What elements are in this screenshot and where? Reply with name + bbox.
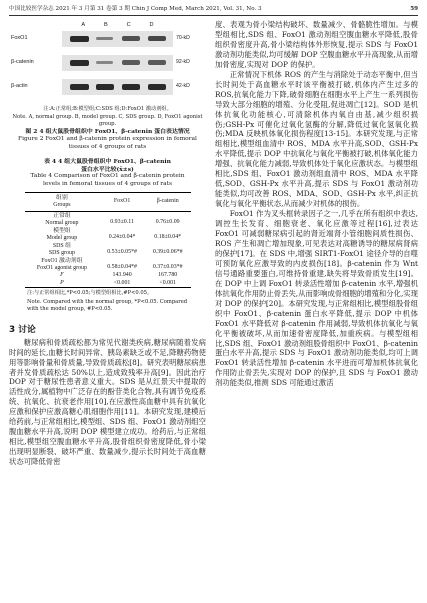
discussion-paragraph: 糖尿病和骨质疏松都为常见代谢类疾病,糖尿病随着发病时间的延长,血糖长时间异常、胰岛素缺乏或不足,降糖药物使用等影响骨量和骨质量,导致骨质疏松[8]。研究表明糖尿病患者并发骨质疏松达 50%以上,造成致残率升高[9]。因此治疗 DOP 对于糖尿性患者意义重大。SDS 是从红景天中提取的活性成分,属植物中广泛存在的酚苷类化合物,具有调节免疫系统、抗氧化、抗衰老作用[10],在应激性高血糖中具有抗氧化应激和保护应激高糖心肌细胞作用[11]。本研究发现,建模后给药前,与正常组相比,模型组、SDS 组、FoxO1 激动剂组空腹血糖水平升高,说明 DOP 模型建立成功。给药后,与正常组相比,模型组空腹血糖水平升高,股骨组织骨密度降低,骨小梁出现明显断裂、破坏严重、数量减少,提示长时间处于高血糖状态可降低骨密 [9, 337, 206, 467]
table-note-cn: 注:与正常组相比,*P<0.05;与模型组相比,#P<0.05。 [27, 289, 153, 296]
table-caption-en-1: Table 4 Comparison of FoxO1 and β-catenin protein [30, 173, 185, 180]
kd-marker: 70-kD [176, 35, 190, 41]
page-number: 59 [410, 6, 418, 12]
table-note-en: Note. Compared with the normal group, *P<0.05. Compared with the model group, #P<0.05. [27, 298, 188, 312]
blot-band [96, 37, 113, 40]
table-row [25, 227, 191, 242]
journal-citation: 中国比较医学杂志 2021 年 3 月第 31 卷第 3 期 Chin J Comp Med, March 2021, Vol. 31, No. 3 [9, 6, 262, 12]
foxo1-blot-strip [62, 31, 173, 47]
header-groups-cn: 组别 [56, 194, 68, 201]
cell-beta-catenin: 0.39±0.06*# [152, 249, 183, 256]
group-cn: FoxO1 激动剂组 [41, 258, 83, 265]
group-en: Model group [46, 235, 78, 242]
cell-foxo1: 0.24±0.04* [108, 234, 136, 241]
row-label-foxo1: FoxO1 [11, 35, 28, 41]
p-label: P [25, 280, 100, 288]
f-foxo1: 143.940 [112, 272, 132, 279]
group-cn: 正常组 [53, 212, 71, 219]
blot-band [96, 61, 113, 64]
lane-labels [72, 22, 163, 28]
table-header-beta-catenin: β-catenin [145, 192, 191, 211]
blot-band [70, 60, 89, 66]
blot-band [148, 36, 166, 41]
table-caption-cn-2: 蛋白水平比较(x̄±s) [81, 165, 134, 173]
group-cn: SDS 组 [52, 243, 71, 250]
cell-beta-catenin: 0.37±0.03*# [152, 264, 183, 271]
blot-band [70, 36, 89, 42]
kd-marker: 42-kD [176, 83, 190, 89]
running-header [9, 5, 418, 13]
group-en: Normal group [45, 219, 79, 226]
cell-foxo1: 0.58±0.04*# [107, 264, 137, 271]
figure-note-cn: 注:A:正常组;B:模型组;C:SDS 组;D:FoxO1 激动剂组。 [43, 106, 172, 112]
table-row [25, 211, 191, 227]
table-caption-en-2: levels in femoral tissues of 4 groups of rats [43, 180, 172, 187]
cell-beta-catenin: 0.76±0.09 [155, 218, 180, 225]
cell-foxo1: 0.93±0.11 [110, 218, 134, 225]
table-caption-cn-1: 表 4 4 组大鼠股骨组织中 FoxO1、β-catenin [44, 158, 171, 166]
blot-band [70, 84, 89, 90]
lane-label: B [104, 22, 108, 28]
lane-label: C [126, 22, 131, 28]
right-column [215, 20, 418, 600]
cell-beta-catenin: 0.18±0.04* [154, 234, 182, 241]
kd-marker: 92-kD [176, 59, 190, 65]
beta-catenin-blot-strip [62, 55, 173, 71]
f-label: F [60, 272, 64, 279]
data-table [25, 192, 191, 288]
lane-label: A [81, 22, 86, 28]
group-cn: 模型组 [53, 227, 71, 234]
western-blot-figure [9, 21, 206, 105]
cell-foxo1: 0.53±0.05*# [107, 249, 137, 256]
p-beta-catenin: <0.001 [145, 280, 191, 288]
table-row [25, 257, 191, 272]
blot-band [122, 60, 140, 65]
body-paragraph: FoxO1 作为叉头框转录因子之一,几乎在所有组织中表达,调控生长发育、细胞衰老、氧化应激等过程[16],过表达 FoxO1 可减弱糖尿病引起的肾近端肾小管细胞间质性损伤、ROS 产生和凋亡增加现象,可见表达对高糖诱导的糖尿病肾病的保护[17]。在 SDS 中,增强 SIRT1-FoxO1 途径介导的自噬可预防氧化应激导致的内皮损伤[18]。β-catenin 作为 Wnt 信号通路重要蛋白,可维持骨重建,缺失将导致骨质发生[19]。在 DOP 中上调 FoxO1 转录活性增加 β-catenin 水平,增强机体抗氧化作用防止骨丢失,从而影响成骨细胞的增殖和分化,实现对 DOP 的保护[20]。本研究发现,与正常组相比,模型组股骨组织中 FoxO1、β-catenin 蛋白水平降低,提示 DOP 中机体 FoxO1 水平降低对 β-catenin 作用减弱,导致机体抗氧化与氧化平衡被破坏,从而加速骨密度降低,加重疾病。与模型组相比,SDS 组、FoxO1 激动剂组股骨组织中 FoxO1、β-catenin 蛋白水平升高,提示 SDS 与 FoxO1 激动剂功能类似,均可上调 FoxO1 转录活性增加 β-catenin 水平进而可增加机体抗氧化作用防止骨丢失,实现对 DOP 的保护,且 SDS 与 FoxO1 激动剂功能类似,推测 SDS 可能通过激活 [215, 209, 418, 388]
table-row-f [25, 272, 191, 279]
blot-band [148, 60, 166, 65]
blot-band [148, 84, 166, 90]
header-rule [9, 15, 418, 16]
continued-paragraph: 度、表观为骨小梁结构破坏、数量减少、骨骼脆性增加。与模型组相比,SDS 组、FoxO1 激动剂组空腹血糖水平降低,股骨组织骨密度升高,骨小梁结构体外形恢复,提示 SDS 与 FoxO1 激动剂功能类似,均可缓解 DOP 空腹血糖水平升高现象,从而增加骨密度,实现对 DOP 的保护。 [215, 20, 418, 69]
header-groups-en: Groups [53, 201, 71, 208]
f-beta-catenin: 167.780 [158, 272, 178, 279]
table-row-p [25, 280, 191, 288]
blot-band [122, 36, 140, 41]
figure-caption-en: Figure 2 FoxO1 and β-catenin protein expression in femoral tissues of 4 groups of rats [18, 135, 197, 150]
figure-note-en: Note. A, normal group. B, model group. C, SDS group. D, FoxO1 agonist group. [12, 113, 203, 127]
row-label-beta-catenin: β-catenin [11, 59, 34, 65]
lane-label: D [149, 22, 154, 28]
group-en: SDS group [48, 250, 75, 257]
blot-band [122, 84, 140, 90]
row-label-beta-actin: β-actin [11, 83, 28, 89]
figure-caption-cn: 图 2 4 组大鼠股骨组织中 FoxO1、β-catenin 蛋白表达情况 [25, 128, 190, 136]
table-header-groups [25, 192, 100, 211]
group-en: FoxO1 agonist group [36, 265, 87, 272]
table-row [25, 242, 191, 257]
left-column [9, 20, 206, 600]
body-paragraph: 正常情况下机体 ROS 的产生与消除处于动态平衡中,但当长时间处于高血糖水平时该平衡被打破,机体内产生过多的 ROS,抗氧化能力下降,破骨细胞在细胞水平上产生一系列损伤导致大部分细胞的增殖、分化受阻,促进凋亡[12]。SOD 是机体抗氧化功能核心,可清除机体内氧自由基,减少组织损伤;GSH-Px 可催化过氧化氢酶的分解,降低过氧化氢氧化损伤;MDA 反映机体氧化损伤程度[13-15]。本研究发现,与正常组相比,模型组血清中 ROS、MDA 水平升高,SOD、GSH-Px 水平降低,提示 DOP 中抗氧化与氧化平衡被打破,机体氧化能力增强、抗氧化能力减弱,导致机体处于氧化应激状态。与模型组相比,SDS 组、FoxO1 激动剂组血清中 ROS、MDA 水平降低,SOD、GSH-Px 水平升高,提示 SDS 与 FoxO1 激动剂功能类似,均可改善 ROS、MDA、SOD、GSH-Px 水平,纠正抗氧化与氧化平衡状态,从而减少对机体的损伤。 [215, 69, 418, 209]
blot-band [96, 84, 114, 90]
p-foxo1: <0.001 [99, 280, 145, 288]
section-heading-discussion: 3 讨论 [9, 324, 36, 335]
table-header-foxo1: FoxO1 [99, 192, 145, 211]
beta-actin-blot-strip [62, 79, 173, 95]
